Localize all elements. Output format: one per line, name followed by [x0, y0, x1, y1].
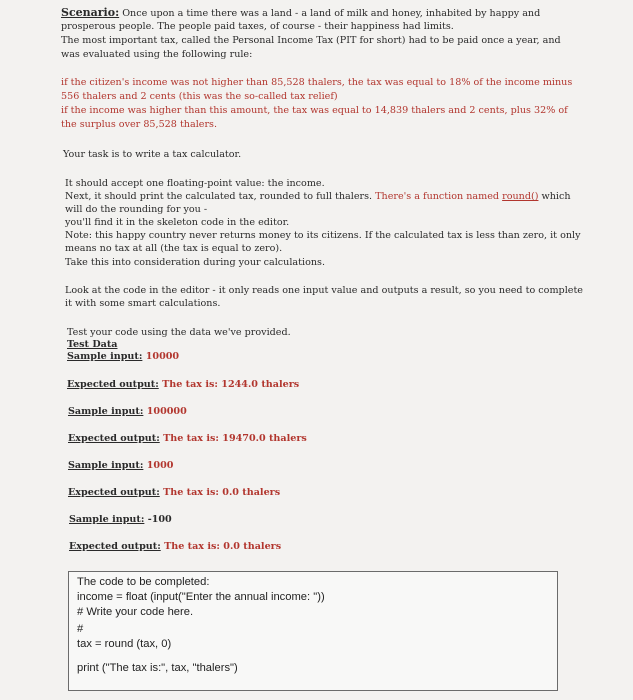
- expected-output-label: Expected output:: [68, 433, 160, 444]
- details-line-2: [65, 191, 571, 204]
- code-box: [68, 571, 558, 691]
- sample-input-value: 10000: [145, 351, 180, 362]
- expected-output-1: [67, 379, 299, 392]
- sample-input-3: [68, 460, 173, 473]
- sample-input-2: [68, 406, 187, 419]
- sample-input-label: Sample input:: [68, 460, 144, 471]
- expected-output-label: Expected output:: [67, 379, 159, 390]
- details-line-2-end: which: [538, 191, 571, 202]
- details-line-6: means no tax at all (the tax is equal to zero).: [65, 243, 283, 254]
- code-line-tax: tax = round (tax, 0): [77, 638, 172, 650]
- expected-output-value: The tax is: 19470.0 thalers: [163, 433, 307, 444]
- expected-output-label: Expected output:: [69, 541, 161, 552]
- sample-input-value: 1000: [146, 460, 174, 471]
- sample-input-value: 100000: [146, 406, 187, 417]
- code-line-income: income = float (input("Enter the annual income: ")): [77, 591, 325, 603]
- rule-1-line-a: if the citizen's income was not higher than 85,528 thalers, the tax was equal to 18% of the income minus: [61, 77, 573, 88]
- scenario-label: Scenario:: [61, 6, 120, 19]
- details-line-2-red: There's a function named: [375, 191, 503, 202]
- rule-1-line-b: 556 thalers and 2 cents (this was the so-called tax relief): [61, 91, 338, 102]
- rule-2-line-b: the surplus over 85,528 thalers.: [61, 119, 217, 130]
- expected-output-value: The tax is: 1244.0 thalers: [162, 379, 300, 390]
- task-statement: Your task is to write a tax calculator.: [63, 149, 242, 160]
- expected-output-2: [68, 433, 307, 446]
- expected-output-label: Expected output:: [68, 487, 160, 498]
- sample-input-4: [69, 514, 172, 527]
- expected-output-3: [68, 487, 280, 500]
- intro-line-3: The most important tax, called the Personal Income Tax (PIT for short) had to be paid once a year, and: [61, 35, 561, 46]
- sample-input-label: Sample input:: [67, 351, 143, 362]
- expected-output-value: The tax is: 0.0 thalers: [163, 487, 281, 498]
- details-line-4: you'll find it in the skeleton code in the editor.: [65, 217, 290, 228]
- test-data-heading: Test Data: [67, 339, 118, 350]
- code-heading: The code to be completed:: [77, 576, 210, 588]
- code-line-print: print ("The tax is:", tax, "thalers"): [77, 662, 238, 674]
- expected-output-4: [69, 541, 281, 554]
- code-line-hash: #: [77, 623, 84, 635]
- details-line-5: Note: this happy country never returns money to its citizens. If the calculated tax is less than zero, it only: [65, 230, 581, 241]
- intro-line-1: [61, 7, 540, 21]
- sample-input-label: Sample input:: [69, 514, 145, 525]
- sample-input-1: [67, 351, 179, 364]
- intro-line-1-text: Once upon a time there was a land - a land of milk and honey, inhabited by happy and: [119, 8, 541, 19]
- sample-input-label: Sample input:: [68, 406, 144, 417]
- rule-2-line-a: if the income was higher than this amount, the tax was equal to 14,839 thalers and 2 cents, plus 32% of: [61, 105, 568, 116]
- intro-line-2: prosperous people. The people paid taxes, of course - their happiness had limits.: [61, 21, 454, 32]
- expected-output-value: The tax is: 0.0 thalers: [164, 541, 282, 552]
- editor-note-line-1: Look at the code in the editor - it only reads one input value and outputs a result, so you need to complete: [65, 285, 583, 296]
- details-line-1: It should accept one floating-point value: the income.: [65, 178, 325, 189]
- details-line-2-text: Next, it should print the calculated tax, rounded to full thalers.: [65, 191, 376, 202]
- intro-line-4: was evaluated using the following rule:: [61, 49, 253, 60]
- test-intro: Test your code using the data we've provided.: [67, 327, 291, 338]
- editor-note-line-2: it with some smart calculations.: [65, 298, 221, 309]
- sample-input-value: -100: [147, 514, 172, 525]
- details-line-7: Take this into consideration during your calculations.: [65, 257, 325, 268]
- round-function-link[interactable]: round(): [502, 191, 539, 202]
- code-line-comment: # Write your code here.: [77, 606, 194, 618]
- details-line-3: will do the rounding for you -: [65, 204, 208, 215]
